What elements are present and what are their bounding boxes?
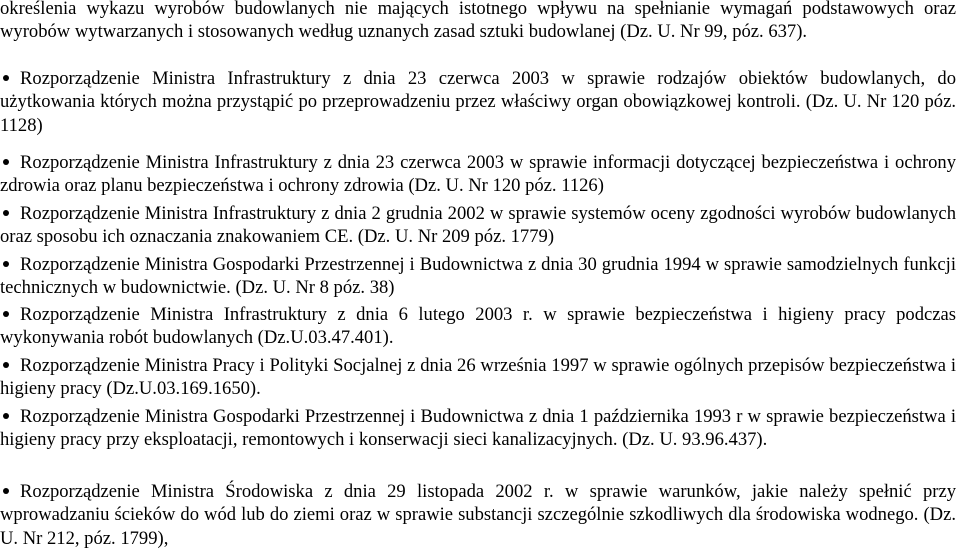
list-item-text: Rozporządzenie Ministra Infrastruktury z dnia 23 czerwca 2003 w sprawie informacji dotyczącej bezpieczeństwa i ochrony zdrowia oraz planu bezpieczeństwa i ochrony zdrowia (Dz. U. Nr 120 póz. 1126) xyxy=(0,152,956,197)
list-item xyxy=(0,151,956,198)
bullet-icon xyxy=(0,354,20,377)
list-item xyxy=(0,405,956,452)
bullet-icon xyxy=(0,67,20,90)
list-item xyxy=(0,202,956,249)
bullet-icon xyxy=(0,405,20,428)
bullet-icon xyxy=(0,480,20,503)
list-item xyxy=(0,67,956,137)
list-item xyxy=(0,480,956,550)
list-item-text: Rozporządzenie Ministra Gospodarki Przestrzennej i Budownictwa z dnia 30 grudnia 1994 w sprawie samodzielnych funkcji technicznych w budownictwie. (Dz. U. Nr 8 póz. 38) xyxy=(0,254,956,299)
bullet-icon xyxy=(0,151,20,174)
bullet-icon xyxy=(0,303,20,326)
list-item xyxy=(0,354,956,401)
list-item-text: Rozporządzenie Ministra Pracy i Polityki Socjalnej z dnia 26 września 1997 w sprawie ogólnych przepisów bezpieczeństwa i higieny pracy (Dz.U.03.169.1650). xyxy=(0,355,956,400)
list-item-text: Rozporządzenie Ministra Infrastruktury z dnia 2 grudnia 2002 w sprawie systemów oceny zgodności wyrobów budowlanych oraz sposobu ich oznaczania znakowaniem CE. (Dz. U. Nr 209 póz. 1779) xyxy=(0,203,956,248)
list-item-text: Rozporządzenie Ministra Infrastruktury z dnia 23 czerwca 2003 w sprawie rodzajów obiektów budowlanych, do użytkowania których można przystąpić po przeprowadzeniu przez właściwy organ obowiązkowej kontroli. (Dz. U. Nr 120 póz. 1128) xyxy=(0,68,956,136)
list-item-text: Rozporządzenie Ministra Gospodarki Przestrzennej i Budownictwa z dnia 1 października 1993 r w sprawie bezpieczeństwa i higieny pracy przy eksploatacji, remontowych i konserwacji sieci kanalizacyjnych. (Dz. U. 93.96.437). xyxy=(0,406,956,451)
bullet-icon xyxy=(0,202,20,225)
list-item xyxy=(0,303,956,350)
list-item-text: Rozporządzenie Ministra Infrastruktury z dnia 6 lutego 2003 r. w sprawie bezpieczeństwa i higieny pracy podczas wykonywania robót budowlanych (Dz.U.03.47.401). xyxy=(0,304,956,349)
list-item xyxy=(0,253,956,300)
continuation-paragraph: określenia wykazu wyrobów budowlanych nie mających istotnego wpływu na spełnianie wymagań podstawowych oraz wyrobów wytwarzanych i stosowanych według uznanych zasad sztuki budowlanej (Dz. U. Nr 99, póz. 637). xyxy=(0,0,956,43)
bullet-icon xyxy=(0,253,20,276)
list-item-text: Rozporządzenie Ministra Środowiska z dnia 29 listopada 2002 r. w sprawie warunków, jakie należy spełnić przy wprowadzaniu ścieków do wód lub do ziemi oraz w sprawie substancji szczególnie szkodliwych dla środowiska wodnego. (Dz. U. Nr 212, póz. 1799), xyxy=(0,481,956,549)
